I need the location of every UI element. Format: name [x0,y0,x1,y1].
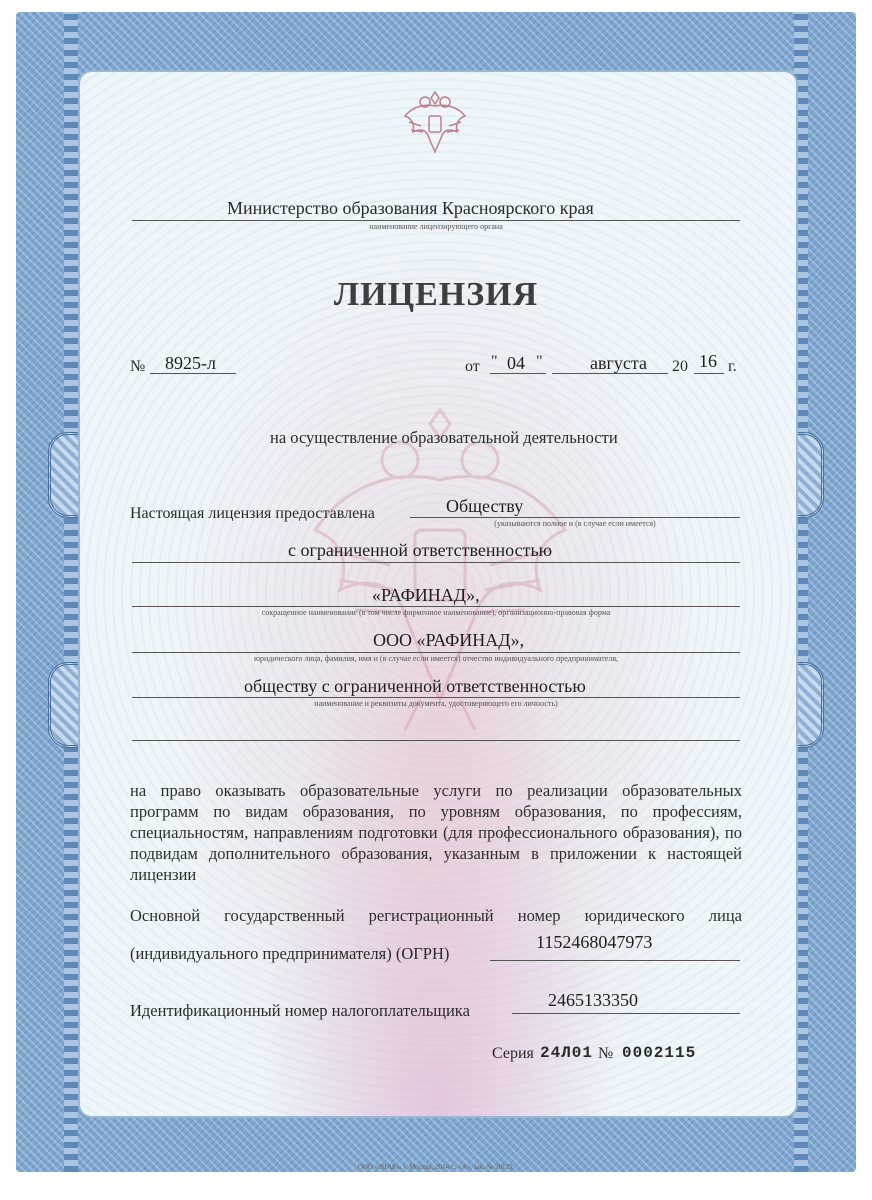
license-day: 04 [507,353,525,373]
day-open-quote: " [491,353,498,370]
series-number: 0002115 [622,1044,697,1062]
number-sign: № [130,358,146,375]
grantee-line3-underline [132,606,740,607]
grantee-name-line3: «РАФИНАД», [372,585,480,605]
ogrn-label-line2: (индивидуального предпринимателя) (ОГРН) [130,944,450,963]
license-rights-text: на право оказывать образовательные услуги по реализации образовательных программ по видам образования, по уровням образования, по профессиям, специальностям, направлениям подготовки (для профессионального образования), по подвидам дополнительного образования, указанным в приложении к настоящей лицензии [130,781,742,884]
year-unit: г. [728,358,737,375]
grantee-caption5: наименование и реквизиты документа, удостоверяющего его личность) [314,699,558,708]
day-close-quote: " [536,353,543,370]
month-line [552,373,668,374]
date-from-label: от [465,358,480,375]
authority-caption: наименование лицензирующего органа [369,222,503,231]
document-title: ЛИЦЕНЗИЯ [333,276,539,313]
license-month: августа [590,353,647,373]
grantee-name-line4: ООО «РАФИНАД», [373,630,525,650]
grantee-caption3: сокращенное наименование (в том числе фирменное наименование), организационно-правовая форма [261,608,611,617]
grantee-line2-underline [132,562,740,563]
series-value: 24Л01 [540,1044,594,1062]
year-line [694,373,724,374]
grantee-caption4: юридического лица, фамилия, имя и (в случае если имеется) отчество индивидуального предпринимателя, [253,654,619,663]
grantee-name-line1: Обществу [446,496,524,516]
grantee-name-line5: обществу с ограниченной ответственностью [244,676,586,696]
day-line [490,373,546,374]
printer-imprint: ООО «ЗНАК», г. Москва, 2014 г., «А», зак. № 20129. [357,1163,515,1171]
grantee-intro-label: Настоящая лицензия предоставлена [130,505,375,522]
inn-label: Идентификационный номер налогоплательщика [130,1001,470,1020]
authority-underline [132,220,740,221]
ogrn-label-line1: Основной государственный регистрационный номер юридического лица [130,906,742,925]
ogrn-underline [490,960,740,961]
license-number-line [150,373,236,374]
inn-underline [512,1013,740,1014]
license-purpose: на осуществление образовательной деятельности [270,428,618,447]
license-year: 16 [699,351,717,371]
grantee-line5-underline [132,697,740,698]
grantee-line1-underline [410,517,740,518]
grantee-line4-underline [132,652,740,653]
series-number-sign: № [598,1045,614,1062]
grantee-name-line2: с ограниченной ответственностью [288,540,553,560]
grantee-caption1: (указываются полное и (в случае если имеется) [494,519,656,528]
series-label: Серия [492,1045,534,1062]
license-number: 8925-л [165,353,216,373]
blank-line [132,740,740,741]
left-ornament-band [64,12,78,1172]
coat-of-arms-icon [395,82,475,162]
year-prefix: 20 [672,358,688,375]
ogrn-value: 1152468047973 [536,932,653,952]
inn-value: 2465133350 [548,990,638,1010]
issuing-authority: Министерство образования Красноярского края [227,198,594,218]
